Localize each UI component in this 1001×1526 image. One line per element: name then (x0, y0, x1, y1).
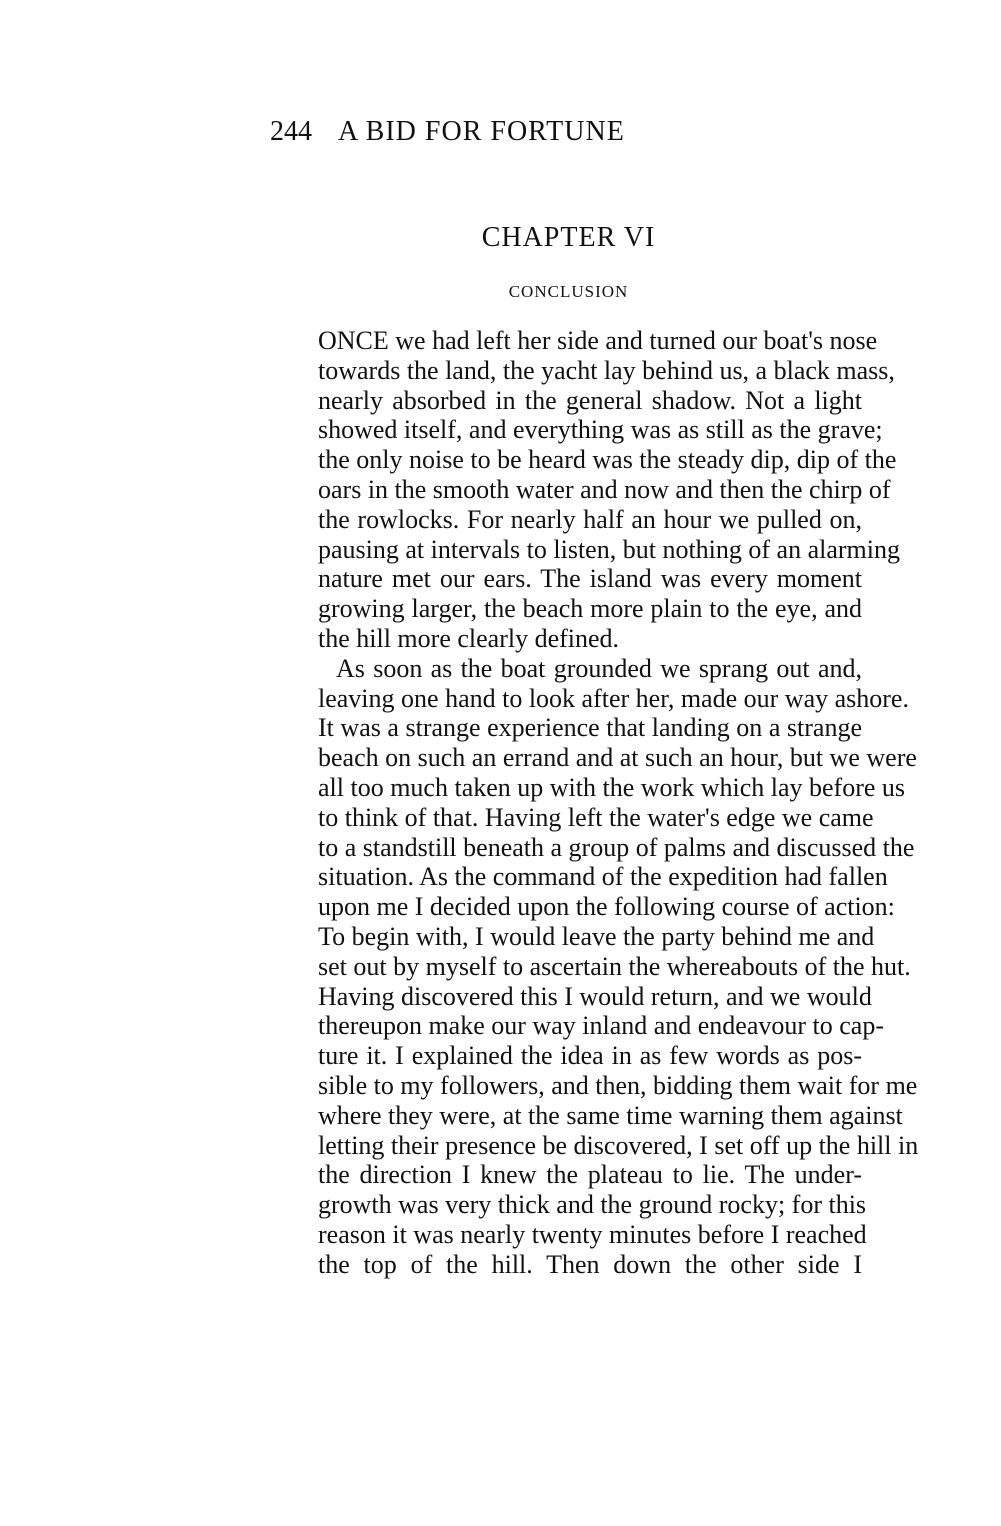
text-line: nearly absorbed in the general shadow. Not a light (318, 385, 862, 415)
text-line: ture it. I explained the idea in as few words as pos- (318, 1041, 862, 1071)
text-line: where they were, at the same time warning them against (318, 1100, 903, 1130)
text-line: As soon as the boat grounded we sprang out and, (336, 653, 862, 683)
text-line: To begin with, I would leave the party behind me and (318, 921, 875, 951)
text-line: reason it was nearly twenty minutes before I reached (318, 1219, 867, 1249)
text-line: situation. As the command of the expedition had fallen (318, 862, 888, 892)
text-line: the direction I knew the plateau to lie. The under- (318, 1160, 862, 1190)
chapter-subtitle: CONCLUSION (508, 282, 629, 301)
text-line: nature met our ears. The island was every moment (318, 564, 862, 594)
text-line: pausing at intervals to listen, but nothing of an alarming (318, 534, 901, 564)
text-line: Having discovered this I would return, and we would (318, 981, 872, 1011)
text-line: to a standstill beneath a group of palms and discussed the (318, 832, 915, 862)
text-line: set out by myself to ascertain the whereabouts of the hut. (318, 951, 911, 981)
body-text (318, 326, 919, 1280)
text-line: letting their presence be discovered, I set off up the hill in (318, 1130, 919, 1160)
text-line: showed itself, and everything was as still as the grave; (318, 415, 883, 445)
text-line: thereupon make our way inland and endeavour to cap- (318, 1011, 885, 1041)
page-number: 244 (270, 116, 312, 147)
text-line: sible to my followers, and then, bidding them wait for me (318, 1070, 918, 1100)
text-line: the only noise to be heard was the steady dip, dip of the (318, 445, 897, 475)
text-line: upon me I decided upon the following course of action: (318, 892, 895, 922)
running-title: A BID FOR FORTUNE (338, 116, 625, 147)
text-line: growing larger, the beach more plain to the eye, and (318, 594, 862, 624)
text-line: the hill more clearly defined. (318, 623, 620, 653)
chapter-title: CHAPTER VI (481, 222, 656, 253)
text-line: ONCE we had left her side and turned our boat's nose (318, 326, 878, 355)
text-line: the rowlocks. For nearly half an hour we pulled on, (318, 504, 862, 534)
text-line: towards the land, the yacht lay behind us, a black mass, (318, 355, 895, 385)
text-line: all too much taken up with the work which lay before us (318, 772, 906, 802)
text-line: beach on such an errand and at such an hour, but we were (318, 743, 917, 773)
text-line: oars in the smooth water and now and then the chirp of (318, 474, 891, 504)
text-line: the top of the hill. Then down the other side I (318, 1249, 862, 1279)
text-line: to think of that. Having left the water's edge we came (318, 802, 874, 832)
text-line: growth was very thick and the ground rocky; for this (318, 1190, 867, 1220)
text-line: leaving one hand to look after her, made our way ashore. (318, 683, 909, 713)
text-line: It was a strange experience that landing on a strange (318, 713, 862, 743)
